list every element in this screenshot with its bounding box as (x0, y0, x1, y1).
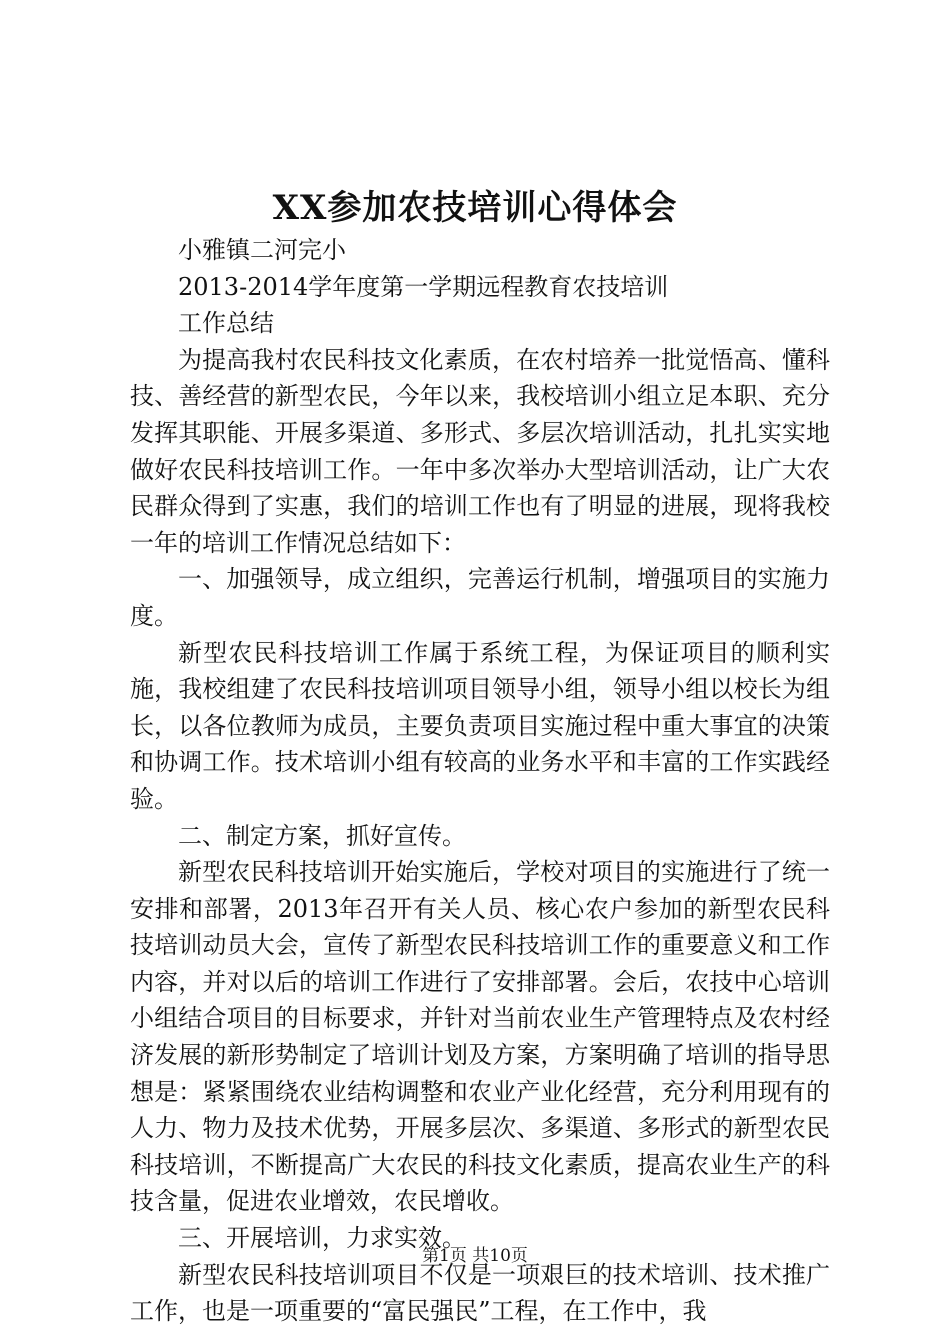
document-subtitle: 2013-2014学年度第一学期远程教育农技培训 (178, 272, 669, 301)
paragraph-section-2: 新型农民科技培训开始实施后，学校对项目的实施进行了统一安排和部署，2013年召开有关人员、核心农户参加的新型农民科技培训动员大会，宣传了新型农民科技培训工作的重要意义和工作内容，并对以后的培训工作进行了安排部署。会后，农技中心培训小组结合项目的目标要求，并针对当前农业生产管理特点及农村经济发展的新形势制定了培训计划及方案，方案明确了培训的指导思想是：紧紧围绕农业结构调整和农业产业化经营，充分利用现有的人力、物力及技术优势，开展多层次、多渠道、多形式的新型农民科技培训，不断提高广大农民的科技文化素质，提高农业生产的科技含量，促进农业增效，农民增收。 (130, 858, 830, 1216)
paragraph-section-1: 新型农民科技培训工作属于系统工程，为保证项目的顺利实施，我校组建了农民科技培训项目领导小组，领导小组以校长为组长，以各位教师为成员，主要负责项目实施过程中重大事宜的决策和协调工作。技术培训小组有较高的业务水平和丰富的工作实践经验。 (130, 638, 830, 813)
section-heading-1: 一、加强领导，成立组织，完善运行机制，增强项目的实施力度。 (130, 565, 830, 630)
document-title: XX参加农技培训心得体会 (272, 188, 678, 228)
page-number-footer: 第1页 共10页 (422, 1246, 528, 1266)
section-heading-3: 三、开展培训，力求实效。 (178, 1224, 466, 1253)
school-name: 小雅镇二河完小 (178, 236, 346, 264)
report-type: 工作总结 (178, 309, 274, 338)
paragraph-section-3: 新型农民科技培训项目不仅是一项艰巨的技术培训、技术推广工作，也是一项重要的“富民强民”工程，在工作中，我 (130, 1260, 830, 1326)
section-heading-2: 二、制定方案，抓好宣传。 (178, 821, 466, 850)
paragraph-intro: 为提高我村农民科技文化素质，在农村培养一批觉悟高、懂科技、善经营的新型农民，今年以来，我校培训小组立足本职、充分发挥其职能、开展多渠道、多形式、多层次培训活动，扎扎实实地做好农民科技培训工作。一年中多次举办大型培训活动，让广大农民群众得到了实惠，我们的培训工作也有了明显的进展，现将我校一年的培训工作情况总结如下： (130, 345, 830, 557)
document-body (130, 232, 830, 1330)
